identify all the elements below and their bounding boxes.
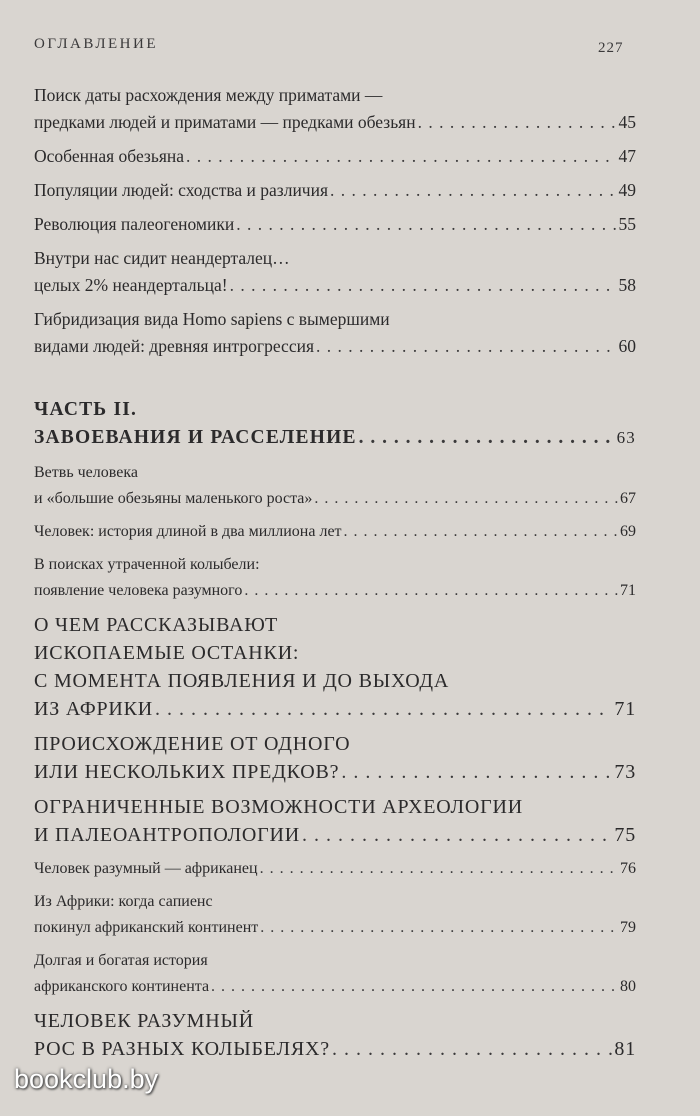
dot-leader: [211, 974, 618, 1000]
dot-leader: [302, 821, 612, 849]
toc-entry-last-line: [34, 177, 636, 204]
toc-page-number: 80: [620, 978, 636, 995]
toc-entry-last-line: [34, 695, 636, 723]
toc-page-number: 63: [616, 428, 636, 447]
toc-entry: [34, 552, 636, 604]
toc-entry-title-line: видами людей: древняя интрогрессия: [34, 336, 314, 356]
toc-entry-title-line: Ветвь человека: [34, 464, 138, 481]
toc-entry-last-line: [34, 821, 636, 849]
dot-leader: [314, 486, 618, 512]
toc-entry-title-line: ИЛИ НЕСКОЛЬКИХ ПРЕДКОВ?: [34, 761, 340, 783]
dot-leader: [344, 519, 618, 545]
toc-entry-title-line: Революция палеогеномики: [34, 214, 235, 234]
toc-page-number: 60: [618, 336, 636, 356]
toc-entry: [34, 460, 636, 512]
toc-page-number: 71: [614, 698, 636, 720]
toc-entry-last-line: [34, 109, 636, 136]
toc-entry-title-line: Поиск даты расхождения между приматами —: [34, 85, 383, 105]
dot-leader: [236, 211, 616, 238]
toc-entry: [34, 82, 636, 136]
toc-entry-last-line: [34, 272, 636, 299]
toc-page-number: 67: [620, 490, 636, 507]
toc-entry-last-line: [34, 758, 636, 786]
page-number: 227: [598, 40, 624, 56]
dot-leader: [244, 578, 618, 604]
dot-leader: [230, 272, 617, 299]
toc-entry-last-line: [34, 1035, 636, 1063]
toc-page-number: 81: [614, 1038, 636, 1060]
toc-entry-last-line: [34, 974, 636, 1000]
toc-entry-title-line: ПРОИСХОЖДЕНИЕ ОТ ОДНОГО: [34, 733, 351, 755]
dot-leader: [316, 333, 617, 360]
toc-entry-title-line: ИЗ АФРИКИ: [34, 698, 153, 720]
toc-entry: [34, 519, 636, 545]
toc-entry: [34, 177, 636, 204]
toc-entry-title-line: ЧАСТЬ II.: [34, 399, 138, 420]
toc-entry: [34, 948, 636, 1000]
toc-entry-title-line: предками людей и приматами — предками обезьян: [34, 112, 416, 132]
toc-entry-last-line: [34, 915, 636, 941]
toc-entry-title-line: и «большие обезьяны маленького роста»: [34, 490, 313, 507]
toc-entry: [34, 889, 636, 941]
toc-entry-title-line: Гибридизация вида Homo sapiens с вымершими: [34, 309, 390, 329]
toc-entry-last-line: [34, 143, 636, 170]
toc-entry: [34, 1007, 636, 1063]
toc-entry: [34, 306, 636, 360]
toc-page-number: 76: [620, 860, 636, 877]
toc-entry-title-line: африканского континента: [34, 978, 210, 995]
toc-page-number: 47: [618, 146, 636, 166]
toc-entry: [34, 211, 636, 238]
dot-leader: [332, 1035, 612, 1063]
toc-entry-title-line: Человек: история длиной в два миллиона лет: [34, 523, 342, 540]
dot-leader: [359, 424, 615, 452]
dot-leader: [186, 143, 617, 170]
dot-leader: [260, 856, 618, 882]
toc-entry-last-line: [34, 519, 636, 545]
toc-entry-title-line: С МОМЕНТА ПОЯВЛЕНИЯ И ДО ВЫХОДА: [34, 670, 450, 692]
site-watermark: bookclub.by: [14, 1064, 159, 1094]
running-title: ОГЛАВЛЕНИЕ: [34, 36, 158, 52]
toc-entry-title-line: ЧЕЛОВЕК РАЗУМНЫЙ: [34, 1010, 254, 1032]
part-heading: [34, 396, 636, 452]
toc-entry: [34, 730, 636, 786]
toc-entry-title-line: Особенная обезьяна: [34, 146, 184, 166]
toc-entry-last-line: [34, 211, 636, 238]
toc-entry-title-line: ОГРАНИЧЕННЫЕ ВОЗМОЖНОСТИ АРХЕОЛОГИИ: [34, 796, 523, 818]
toc-entry-title-line: О ЧЕМ РАССКАЗЫВАЮТ: [34, 614, 279, 636]
toc-entry-title-line: ИСКОПАЕМЫЕ ОСТАНКИ:: [34, 642, 300, 664]
toc-page-number: 58: [618, 275, 636, 295]
toc-page-number: 55: [618, 214, 636, 234]
toc-page-number: 75: [614, 824, 636, 846]
toc-entry: [34, 856, 636, 882]
toc-entry-last-line: [34, 856, 636, 882]
toc-page-number: 49: [618, 180, 636, 200]
toc-entry-title-line: И ПАЛЕОАНТРОПОЛОГИИ: [34, 824, 301, 846]
dot-leader: [341, 758, 612, 786]
toc-entry: [34, 793, 636, 849]
toc-entry-title-line: Из Африки: когда сапиенс: [34, 893, 213, 910]
dot-leader: [260, 915, 618, 941]
toc-entry: [34, 245, 636, 299]
toc-entry-title-line: Долгая и богатая история: [34, 952, 208, 969]
toc-entry-last-line: [34, 424, 636, 452]
toc-entry-title-line: Популяции людей: сходства и различия: [34, 180, 329, 200]
toc-entry-title-line: В поисках утраченной колыбели:: [34, 556, 260, 573]
toc-entry-title-line: покинул африканский континент: [34, 919, 259, 936]
toc-page-number: 45: [618, 112, 636, 132]
dot-leader: [418, 109, 617, 136]
toc-entry-last-line: [34, 333, 636, 360]
toc-entry-title-line: ЗАВОЕВАНИЯ И РАССЕЛЕНИЕ: [34, 427, 357, 448]
toc-page-number: 69: [620, 523, 636, 540]
dot-leader: [155, 695, 612, 723]
table-of-contents: [34, 82, 636, 1070]
toc-entry-title-line: Внутри нас сидит неандерталец…: [34, 248, 290, 268]
dot-leader: [330, 177, 616, 204]
toc-entry: [34, 143, 636, 170]
toc-entry-last-line: [34, 486, 636, 512]
toc-entry-title-line: целых 2% неандертальца!: [34, 275, 228, 295]
toc-entry-title-line: РОС В РАЗНЫХ КОЛЫБЕЛЯХ?: [34, 1038, 330, 1060]
toc-page-number: 73: [614, 761, 636, 783]
toc-entry: [34, 611, 636, 723]
toc-entry-last-line: [34, 578, 636, 604]
toc-page-number: 71: [620, 582, 636, 599]
toc-entry-title-line: Человек разумный — африканец: [34, 860, 258, 877]
toc-entry-title-line: появление человека разумного: [34, 582, 243, 599]
toc-page-number: 79: [620, 919, 636, 936]
